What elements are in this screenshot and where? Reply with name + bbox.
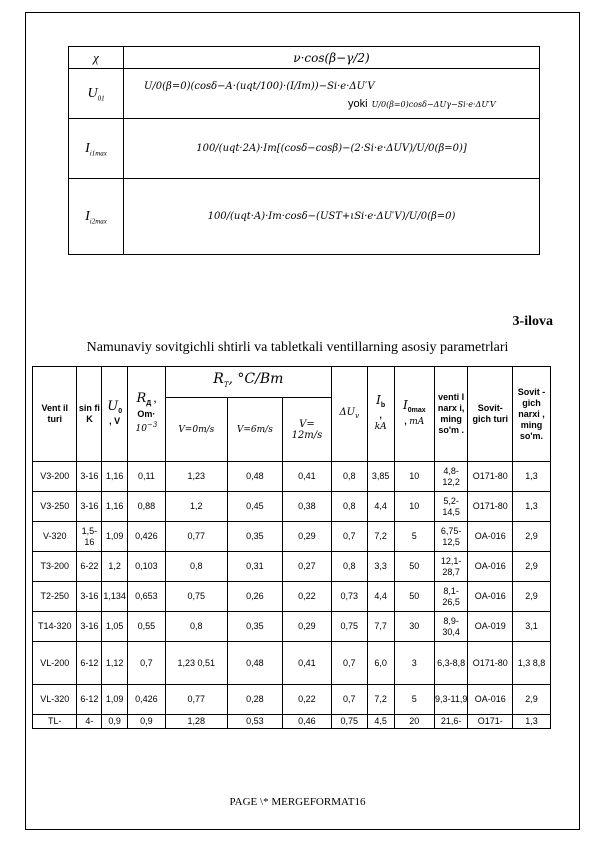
table-cell: 1,12 [102,642,128,685]
table-cell: 4,4 [367,492,394,522]
table-cell: 0,35 [227,612,282,642]
table-cell: 0,426 [127,685,165,715]
symbol-i2max: $I_{i2max}$ [69,179,124,255]
header-v12: V= 12m/s [283,398,332,462]
table-cell: 0,22 [283,582,332,612]
table-cell: 3 [394,642,434,685]
table-cell: O171- [468,715,512,729]
header-sovitgich: Sovit- gich turi [468,367,512,462]
table-cell: 1,5-16 [77,522,102,552]
table-cell: 0,7 [127,642,165,685]
table-cell: 0,55 [127,612,165,642]
table-body [33,462,551,729]
table-cell: O171-80 [468,462,512,492]
table-cell: 0,73 [331,582,367,612]
table-cell: OA-016 [468,522,512,552]
table-cell: O171-80 [468,642,512,685]
table-cell: 1,05 [102,612,128,642]
table-cell: 3-16 [77,462,102,492]
table-cell: VL-320 [33,685,77,715]
table-cell: 4- [77,715,102,729]
table-cell: 6-22 [77,552,102,582]
table-cell: 0,26 [227,582,282,612]
table-cell: T2-250 [33,582,77,612]
table-cell: OA-016 [468,685,512,715]
table-cell: 0,45 [227,492,282,522]
table-row [33,492,551,522]
table-cell: 5 [394,685,434,715]
table-cell: 9,3-11,9 [434,685,468,715]
table-cell: OA-016 [468,552,512,582]
table-cell: 0,426 [127,522,165,552]
table-cell: 0,7 [331,522,367,552]
table-cell: VL-200 [33,642,77,685]
table-cell: 1,3 [512,462,550,492]
table-cell: 0,75 [165,582,227,612]
table-cell: 6-12 [77,642,102,685]
formula-table [68,46,540,255]
table-cell: 0,27 [283,552,332,582]
table-cell: 0,35 [227,522,282,552]
table-cell: 21,6- [434,715,468,729]
table-cell: 3-16 [77,492,102,522]
table-cell: 8,1-26,5 [434,582,468,612]
table-cell: 0,7 [331,685,367,715]
header-v0: V=0m/s [165,398,227,462]
header-du: $\Delta U_v$ [331,367,367,462]
table-cell: 8,9-30,4 [434,612,468,642]
header-i0max: $I_{0max}$ , mA [394,367,434,462]
table-cell: 0,38 [283,492,332,522]
parameters-table [32,366,551,729]
table-cell: 0,11 [127,462,165,492]
table-cell: 7,7 [367,612,394,642]
table-row [33,552,551,582]
table-cell: 1,28 [165,715,227,729]
table-cell: 1,3 [512,492,550,522]
table-cell: 2,9 [512,582,550,612]
formula-u01-a: U/0(β=0)(cosδ−A·(uqt/100)·(I/Im))−Si·e·ΔU′V [144,80,375,92]
table-cell: 0,48 [227,642,282,685]
table-cell: 50 [394,552,434,582]
table-cell: 0,8 [331,462,367,492]
table-cell: 1,16 [102,462,128,492]
table-cell: 12,1-28,7 [434,552,468,582]
table-cell: 10 [394,492,434,522]
table-cell: 3,1 [512,612,550,642]
table-cell: 0,9 [127,715,165,729]
header-u0: $U_0$ , V [102,367,128,462]
table-cell: 0,8 [165,552,227,582]
table-cell: 0,75 [331,612,367,642]
symbol-i1max: $I_{i1max}$ [69,119,124,179]
table-cell: T14-320 [33,612,77,642]
formula-u01 [124,69,540,119]
table-cell: 20 [394,715,434,729]
table-cell: 1,3 [512,715,550,729]
table-cell: 0,8 [165,612,227,642]
header-rt-group: $R_T$, °C/Bm [165,367,331,398]
table-title: Namunaviy sovitgichli shtirli va tabletkali ventillarning asosiy parametrlari [86,340,509,355]
table-cell: 0,8 [331,552,367,582]
table-cell: T3-200 [33,552,77,582]
table-cell: V3-200 [33,462,77,492]
table-cell: 0,41 [283,462,332,492]
table-cell: 7,2 [367,522,394,552]
table-cell: 0,41 [283,642,332,685]
formula-i1max: 100/(uqt·2A)·Im[(cosδ−cosβ)−(2·Si·e·ΔUV)/U/0(β=0)] [124,119,540,179]
table-cell: 7,2 [367,685,394,715]
table-cell: 0,48 [227,462,282,492]
table-cell: 4,8-12,2 [434,462,468,492]
table-cell: 2,9 [512,685,550,715]
table-cell: V-320 [33,522,77,552]
table-cell: TL- [33,715,77,729]
table-cell: 4,5 [367,715,394,729]
table-cell: 3,3 [367,552,394,582]
table-cell: 2,9 [512,552,550,582]
appendix-heading: 3-ilova [512,314,553,329]
table-cell: 3-16 [77,582,102,612]
table-row [33,612,551,642]
header-rd: $R_Д$ , Om· $10^{-3}$ [127,367,165,462]
table-row [33,715,551,729]
table-cell: 6,0 [367,642,394,685]
table-cell: 1,09 [102,685,128,715]
table-cell: 1,23 0,51 [165,642,227,685]
table-cell: 0,103 [127,552,165,582]
table-cell: 0,22 [283,685,332,715]
table-cell: 0,7 [331,642,367,685]
table-cell: 3-16 [77,612,102,642]
table-cell: V3-250 [33,492,77,522]
symbol-chi: χ [69,47,124,69]
header-v6: V=6m/s [227,398,282,462]
table-cell: 0,31 [227,552,282,582]
table-cell: 1,23 [165,462,227,492]
table-cell: 0,46 [283,715,332,729]
table-cell: 0,77 [165,522,227,552]
table-cell: OA-016 [468,582,512,612]
table-cell: 1,16 [102,492,128,522]
yoki-text: yoki [348,97,368,110]
header-sovitgich-narx: Sovit -gich narxi , ming so'm. [512,367,550,462]
table-cell: 0,77 [165,685,227,715]
table-row [33,462,551,492]
table-cell: 0,88 [127,492,165,522]
table-cell: 1,2 [165,492,227,522]
table-cell: 5 [394,522,434,552]
table-cell: 1,09 [102,522,128,552]
table-cell: OA-019 [468,612,512,642]
header-rd-unit: Om· [137,408,156,419]
table-cell: 0,8 [331,492,367,522]
header-sinfi: sin fi K [77,367,102,462]
table-cell: 5,2-14,5 [434,492,468,522]
header-ventil-narx: venti l narx i, ming so'm . [434,367,468,462]
page-footer: PAGE \* MERGEFORMAT16 [229,796,366,808]
table-cell: 6-12 [77,685,102,715]
table-cell: 1,2 [102,552,128,582]
formula-i2max: 100/(uqt·A)·Im·cosδ−(UST+ιSi·e·ΔU′V)/U/0(β=0) [124,179,540,255]
table-cell: 0,75 [331,715,367,729]
formula-u01-b: U/0(β=0)cosδ−ΔUγ−Si·e·ΔU′V [371,99,496,109]
table-cell: 30 [394,612,434,642]
table-cell: 4,4 [367,582,394,612]
table-cell: 2,9 [512,522,550,552]
table-cell: 50 [394,582,434,612]
table-cell: 0,29 [283,612,332,642]
symbol-u01: $U_{01}$ [69,69,124,119]
table-cell: 3,85 [367,462,394,492]
table-row [33,685,551,715]
table-cell: 6,3-8,8 [434,642,468,685]
table-cell: 1,3 8,8 [512,642,550,685]
table-cell: 0,28 [227,685,282,715]
formula-chi: ν·cos(β−γ/2) [124,47,540,69]
table-cell: 10 [394,462,434,492]
table-cell: 0,29 [283,522,332,552]
table-cell: 0,9 [102,715,128,729]
table-cell: O171-80 [468,492,512,522]
table-cell: 1,134 [102,582,128,612]
table-cell: 0,53 [227,715,282,729]
table-row [33,522,551,552]
table-row [33,642,551,685]
header-ventil-turi: Vent il turi [33,367,77,462]
table-cell: 0,653 [127,582,165,612]
table-row [33,582,551,612]
header-ib: $I_b$ , kA [367,367,394,462]
table-cell: 6,75-12,5 [434,522,468,552]
